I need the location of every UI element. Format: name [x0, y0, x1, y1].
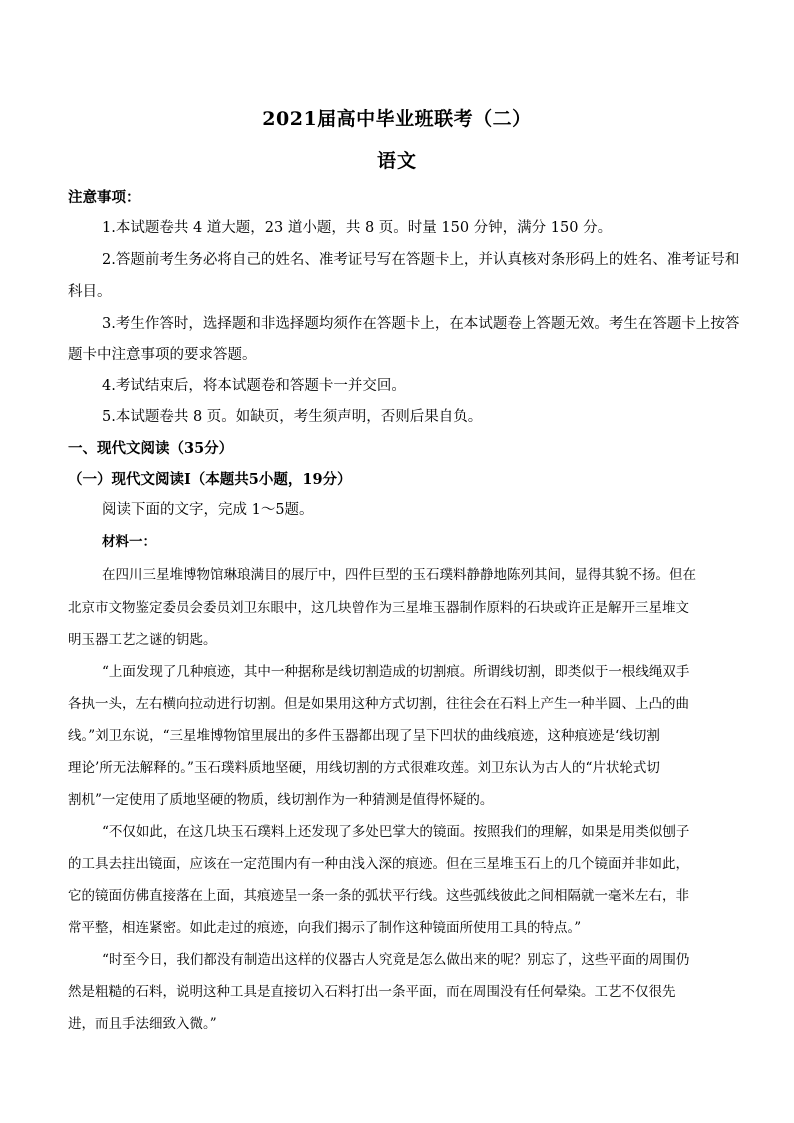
passage-line: 理论’所无法解释的。”玉石璞料质地坚硬，用线切割的方式很难攻莲。刘卫东认为古人的“片状轮式切	[68, 760, 660, 776]
passage-line: 它的镜面仿佛直接落在上面，其痕迹呈一条一条的弧状平行线。这些弧线彼此之间相隔就一毫米左右，非	[68, 888, 689, 904]
passage-line: 进，而且手法细致入微。”	[68, 1016, 217, 1032]
subject-title: 语文	[376, 150, 417, 172]
passage-line: 北京市文物鉴定委员会委员刘卫东眼中，这几块曾作为三星堆玉器制作原料的石块或许正是解开三星堆文	[68, 600, 689, 616]
notice-item-1: 1.本试题卷共 4 道大题，23 道小题，共 8 页。时量 150 分钟，满分 150 分。	[102, 220, 613, 236]
passage-line: “不仅如此，在这几块玉石璞料上还发现了多处巴掌大的镜面。按照我们的理解，如果是用类似刨子	[102, 824, 690, 840]
notice-item-4: 4.考试结束后，将本试题卷和答题卡一并交回。	[102, 378, 406, 394]
passage-line: 各执一头，左右横向拉动进行切割。但是如果用这种方式切割，往往会在石料上产生一种半圆、上凸的曲	[68, 696, 689, 712]
passage-line: “时至今日，我们都没有制造出这样的仪器古人究竟是怎么做出来的呢？别忘了，这些平面的周围仍	[102, 952, 690, 968]
notice-item-3-line-2: 题卡中注意事项的要求答题。	[68, 347, 257, 363]
passage-line: 在四川三星堆博物馆琳琅满目的展厅中，四件巨型的玉石璞料静静地陈列其间，显得其貌不扬。但在	[102, 567, 696, 583]
subsection-heading: （一）现代文阅读Ⅰ（本题共5小题，19分）	[68, 471, 352, 488]
notice-item-3-line-1: 3.考生作答时，选择题和非选择题均须作在答题卡上，在本试题卷上答题无效。考生在答题卡上按答	[102, 316, 740, 332]
notice-item-5: 5.本试题卷共 8 页。如缺页，考生须声明，否则后果自负。	[102, 409, 483, 425]
passage-line: “上面发现了几种痕迹，其中一种据称是线切割造成的切割痕。所谓线切割，即类似于一根线绳双手	[102, 664, 690, 680]
passage-line: 的工具去拄出镜面，应该在一定范围内有一种由浅入深的痕迹。但在三星堆玉石上的几个镜面并非如此，	[68, 856, 689, 872]
section-heading: 一、现代文阅读（35分）	[68, 440, 234, 457]
notice-item-2-line-1: 2.答题前考生务必将自己的姓名、准考证号写在答题卡上，并认真核对条形码上的姓名、准考证号和	[102, 252, 740, 268]
notice-item-2-line-2: 科目。	[68, 284, 112, 300]
passage-line: 明玉器工艺之谜的钥匙。	[68, 632, 217, 648]
instruction: 阅读下面的文字，完成 1～5题。	[102, 502, 314, 518]
notice-heading: 注意事项：	[68, 189, 141, 206]
exam-title: 2021届高中毕业班联考（二）	[262, 108, 532, 130]
passage-line: 线。”刘卫东说，“三星堆博物馆里展出的多件玉器都出现了呈下凹状的曲线痕迹，这种痕迹是‘线切割	[68, 728, 660, 744]
material-label: 材料一：	[102, 534, 156, 550]
passage-line: 割机”一定使用了质地坚硬的物质，线切割作为一种猜测是值得怀疑的。	[68, 792, 494, 808]
passage-line: 然是粗糙的石料，说明这种工具是直接切入石料打出一条平面，而在周围没有任何晕染。工艺不仅很先	[68, 984, 676, 1000]
passage-line: 常平整，相连紧密。如此走过的痕迹，向我们揭示了制作这种镜面所使用工具的特点。”	[68, 920, 582, 936]
